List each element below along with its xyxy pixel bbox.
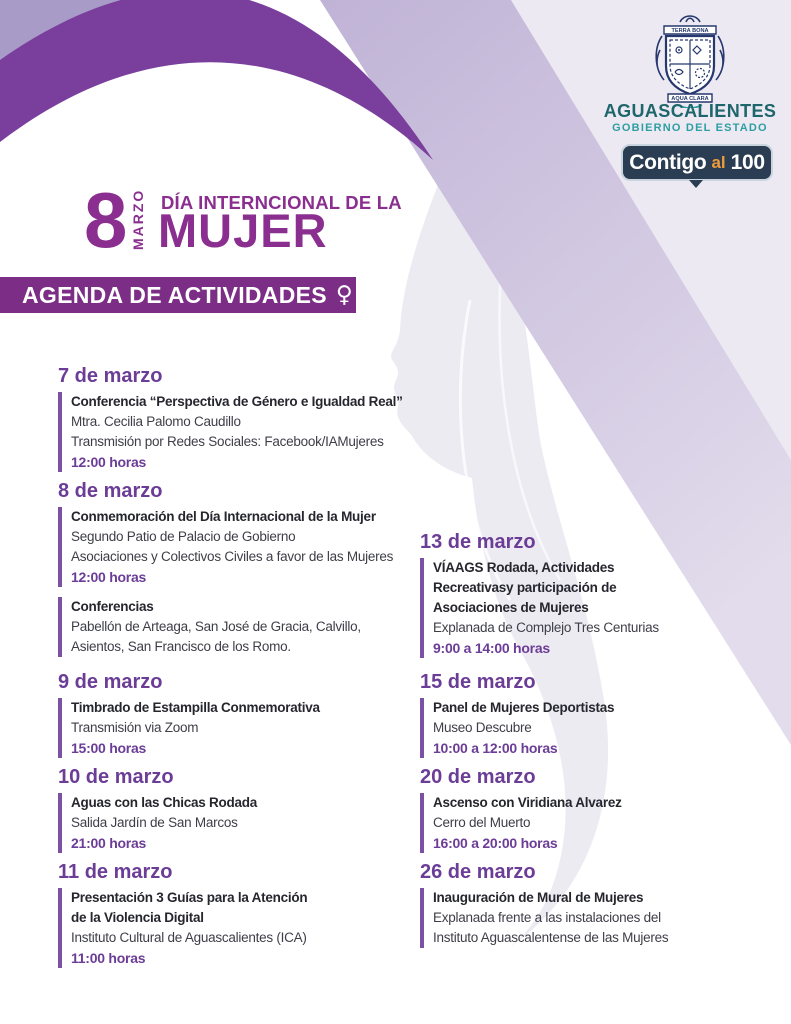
event-details <box>58 392 403 472</box>
event-date: 8 de marzo <box>58 480 163 502</box>
event-title-line: Timbrado de Estampilla Conmemorativa <box>71 700 320 715</box>
badge-tail-shape <box>689 180 703 188</box>
event <box>420 672 614 758</box>
event-details <box>58 507 393 587</box>
event-time: 11:00 horas <box>71 950 146 966</box>
event-detail-line: Asientos, San Francisco de los Romo. <box>71 639 291 654</box>
title-month: MARZO <box>130 188 146 250</box>
title-main: MUJER <box>158 204 328 257</box>
female-symbol-icon: ♀ <box>335 282 353 308</box>
event-title-line: Presentación 3 Guías para la Atención <box>71 890 308 905</box>
badge-word-al: al <box>711 152 726 172</box>
event-details <box>420 793 622 853</box>
event-date: 26 de marzo <box>420 861 536 883</box>
event-details <box>58 793 257 853</box>
event <box>58 597 361 657</box>
event-date: 15 de marzo <box>420 671 536 693</box>
event-detail-line: Transmisión por Redes Sociales: Facebook/IAMujeres <box>71 434 384 449</box>
org-name: AGUASCALIENTES <box>603 101 777 121</box>
event-title-line: Aguas con las Chicas Rodada <box>71 795 258 810</box>
title-day: 8 <box>84 176 128 264</box>
event-detail-line: Explanada frente a las instalaciones del <box>433 910 661 925</box>
badge-word-100: 100 <box>730 150 765 174</box>
event <box>58 767 257 853</box>
event-details <box>420 698 614 758</box>
event <box>420 532 659 658</box>
event-detail-line: Museo Descubre <box>433 720 532 735</box>
event-time: 15:00 horas <box>71 740 147 756</box>
contigo-al-100-badge <box>621 144 773 181</box>
event-date: 7 de marzo <box>58 365 163 387</box>
event-detail-line: Salida Jardín de San Marcos <box>71 815 238 830</box>
event-date: 9 de marzo <box>58 671 163 693</box>
badge-word-contigo: Contigo <box>629 150 707 174</box>
event-title-line: de la Violencia Digital <box>71 910 204 925</box>
event-title-line: Conferencias <box>71 599 154 614</box>
event <box>58 366 403 472</box>
event-detail-line: Mtra. Cecilia Palomo Caudillo <box>71 414 241 429</box>
agenda-banner <box>0 277 356 313</box>
event-details <box>58 888 307 968</box>
event-title-line: Asociaciones de Mujeres <box>433 600 589 615</box>
event-title-line: Ascenso con Viridiana Alvarez <box>433 795 622 810</box>
event-time: 16:00 a 20:00 horas <box>433 835 558 851</box>
event-title-line: VÍAAGS Rodada, Actividades <box>433 560 615 575</box>
event-title-line: Conferencia “Perspectiva de Género e Igualdad Real” <box>71 394 403 409</box>
event-detail-line: Explanada de Complejo Tres Centurias <box>433 620 659 635</box>
event-time: 12:00 horas <box>71 454 147 470</box>
title-subtitle: DÍA INTERNCIONAL DE LA <box>161 192 402 213</box>
event-details <box>58 597 361 657</box>
event-date: 11 de marzo <box>58 861 173 883</box>
event-detail-line: Instituto Cultural de Aguascalientes (ICA) <box>71 930 307 945</box>
event-detail-line: Transmisión via Zoom <box>71 720 199 735</box>
event <box>420 767 622 853</box>
event-detail-line: Asociaciones y Colectivos Civiles a favor de las Mujeres <box>71 549 394 564</box>
event-time: 9:00 a 14:00 horas <box>433 640 550 656</box>
event-time: 10:00 a 12:00 horas <box>433 740 558 756</box>
event-details <box>420 558 659 658</box>
event-title-line: Conmemoración del Día Internacional de la Mujer <box>71 509 376 524</box>
shield-motto-top: TERRA BONA <box>671 28 709 34</box>
event-detail-line: Cerro del Muerto <box>433 815 531 830</box>
event-detail-line: Segundo Patio de Palacio de Gobierno <box>71 529 296 544</box>
coat-of-arms-icon <box>646 10 734 108</box>
event-date: 20 de marzo <box>420 766 536 788</box>
event <box>58 862 307 968</box>
org-subtitle: GOBIERNO DEL ESTADO <box>612 122 768 134</box>
event-detail-line: Instituto Aguascalentense de las Mujeres <box>433 930 669 945</box>
shield-motto-bottom: AQUA CLARA <box>671 96 709 102</box>
event-date: 10 de marzo <box>58 766 174 788</box>
event-date: 13 de marzo <box>420 531 536 553</box>
event-details <box>420 888 668 948</box>
event-title-line: Panel de Mujeres Deportistas <box>433 700 615 715</box>
event-title-line: Inauguración de Mural de Mujeres <box>433 890 644 905</box>
event <box>420 862 668 948</box>
event-details <box>58 698 320 758</box>
event-time: 12:00 horas <box>71 569 147 585</box>
event-title-line: Recreativasy participación de <box>433 580 617 595</box>
event <box>58 672 320 758</box>
agenda-banner-label: AGENDA DE ACTIVIDADES <box>22 281 327 308</box>
event-time: 21:00 horas <box>71 835 147 851</box>
event <box>58 481 393 587</box>
event-detail-line: Pabellón de Arteaga, San José de Gracia, Calvillo, <box>71 619 361 634</box>
